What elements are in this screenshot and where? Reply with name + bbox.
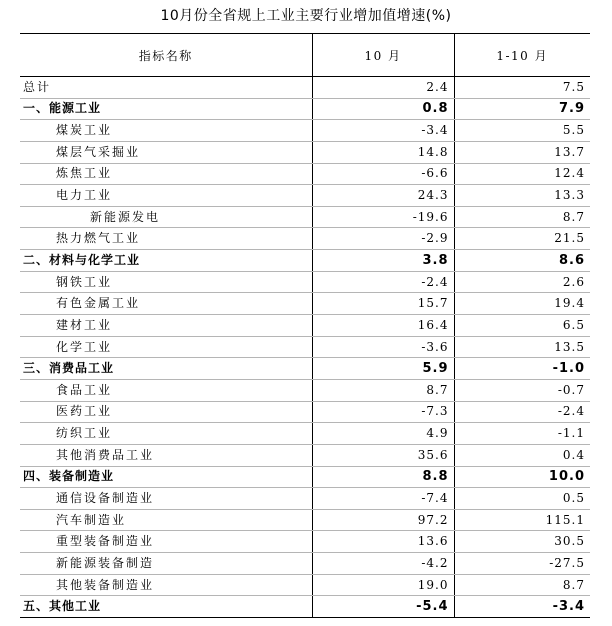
october-value-cell: 5.9 bbox=[312, 358, 454, 380]
indicator-name-cell: 总计 bbox=[20, 77, 312, 99]
indicator-name-cell: 纺织工业 bbox=[20, 423, 312, 445]
table-row bbox=[20, 444, 590, 466]
indicator-name-cell: 化学工业 bbox=[20, 336, 312, 358]
table-row bbox=[20, 185, 590, 207]
indicator-name-cell: 汽车制造业 bbox=[20, 509, 312, 531]
indicator-name-cell: 五、其他工业 bbox=[20, 596, 312, 618]
indicator-name-cell: 医药工业 bbox=[20, 401, 312, 423]
table-row bbox=[20, 488, 590, 510]
table-row bbox=[20, 271, 590, 293]
indicator-name-cell: 一、能源工业 bbox=[20, 98, 312, 120]
october-value-cell: 0.8 bbox=[312, 98, 454, 120]
jan-oct-value-cell: 12.4 bbox=[454, 163, 590, 185]
table-row bbox=[20, 228, 590, 250]
october-value-cell: 19.0 bbox=[312, 574, 454, 596]
table-row bbox=[20, 293, 590, 315]
jan-oct-value-cell: 6.5 bbox=[454, 315, 590, 337]
jan-oct-value-cell: -0.7 bbox=[454, 379, 590, 401]
october-value-cell: 24.3 bbox=[312, 185, 454, 207]
jan-oct-value-cell: 115.1 bbox=[454, 509, 590, 531]
jan-oct-value-cell: 0.5 bbox=[454, 488, 590, 510]
jan-oct-value-cell: 8.7 bbox=[454, 574, 590, 596]
table-row bbox=[20, 423, 590, 445]
october-value-cell: 4.9 bbox=[312, 423, 454, 445]
header-row bbox=[20, 34, 590, 77]
table-row bbox=[20, 531, 590, 553]
october-value-cell: -7.3 bbox=[312, 401, 454, 423]
jan-oct-value-cell: -2.4 bbox=[454, 401, 590, 423]
october-value-cell: 8.8 bbox=[312, 466, 454, 488]
october-value-cell: -3.6 bbox=[312, 336, 454, 358]
column-header-indicator: 指标名称 bbox=[20, 34, 312, 77]
indicator-name-cell: 煤层气采掘业 bbox=[20, 141, 312, 163]
jan-oct-value-cell: 7.9 bbox=[454, 98, 590, 120]
october-value-cell: 13.6 bbox=[312, 531, 454, 553]
table-row bbox=[20, 141, 590, 163]
indicator-name-cell: 热力燃气工业 bbox=[20, 228, 312, 250]
table-row bbox=[20, 596, 590, 618]
column-header-jan-oct: 1-10 月 bbox=[454, 34, 590, 77]
indicator-name-cell: 钢铁工业 bbox=[20, 271, 312, 293]
table-row bbox=[20, 466, 590, 488]
indicator-name-cell: 三、消费品工业 bbox=[20, 358, 312, 380]
jan-oct-value-cell: 8.6 bbox=[454, 250, 590, 272]
table-row bbox=[20, 336, 590, 358]
october-value-cell: -3.4 bbox=[312, 120, 454, 142]
indicator-name-cell: 二、材料与化学工业 bbox=[20, 250, 312, 272]
jan-oct-value-cell: 13.5 bbox=[454, 336, 590, 358]
table-row bbox=[20, 250, 590, 272]
october-value-cell: 14.8 bbox=[312, 141, 454, 163]
growth-table bbox=[20, 33, 590, 618]
october-value-cell: -2.9 bbox=[312, 228, 454, 250]
october-value-cell: 16.4 bbox=[312, 315, 454, 337]
october-value-cell: -5.4 bbox=[312, 596, 454, 618]
october-value-cell: -7.4 bbox=[312, 488, 454, 510]
indicator-name-cell: 炼焦工业 bbox=[20, 163, 312, 185]
jan-oct-value-cell: 5.5 bbox=[454, 120, 590, 142]
jan-oct-value-cell: 13.7 bbox=[454, 141, 590, 163]
october-value-cell: 2.4 bbox=[312, 77, 454, 99]
october-value-cell: -4.2 bbox=[312, 553, 454, 575]
indicator-name-cell: 其他消费品工业 bbox=[20, 444, 312, 466]
jan-oct-value-cell: 8.7 bbox=[454, 206, 590, 228]
table-row bbox=[20, 401, 590, 423]
october-value-cell: -19.6 bbox=[312, 206, 454, 228]
jan-oct-value-cell: 10.0 bbox=[454, 466, 590, 488]
jan-oct-value-cell: 30.5 bbox=[454, 531, 590, 553]
indicator-name-cell: 通信设备制造业 bbox=[20, 488, 312, 510]
indicator-name-cell: 其他装备制造业 bbox=[20, 574, 312, 596]
jan-oct-value-cell: -1.0 bbox=[454, 358, 590, 380]
table-row bbox=[20, 120, 590, 142]
table-row bbox=[20, 77, 590, 99]
jan-oct-value-cell: 0.4 bbox=[454, 444, 590, 466]
jan-oct-value-cell: -27.5 bbox=[454, 553, 590, 575]
october-value-cell: -2.4 bbox=[312, 271, 454, 293]
table-row bbox=[20, 574, 590, 596]
column-header-october: 10 月 bbox=[312, 34, 454, 77]
table-row bbox=[20, 358, 590, 380]
table-row bbox=[20, 553, 590, 575]
jan-oct-value-cell: -3.4 bbox=[454, 596, 590, 618]
indicator-name-cell: 建材工业 bbox=[20, 315, 312, 337]
indicator-name-cell: 电力工业 bbox=[20, 185, 312, 207]
indicator-name-cell: 有色金属工业 bbox=[20, 293, 312, 315]
table-body bbox=[20, 77, 590, 618]
table-row bbox=[20, 379, 590, 401]
jan-oct-value-cell: 2.6 bbox=[454, 271, 590, 293]
table-row bbox=[20, 206, 590, 228]
jan-oct-value-cell: -1.1 bbox=[454, 423, 590, 445]
jan-oct-value-cell: 7.5 bbox=[454, 77, 590, 99]
jan-oct-value-cell: 19.4 bbox=[454, 293, 590, 315]
october-value-cell: 15.7 bbox=[312, 293, 454, 315]
october-value-cell: 35.6 bbox=[312, 444, 454, 466]
indicator-name-cell: 重型装备制造业 bbox=[20, 531, 312, 553]
jan-oct-value-cell: 21.5 bbox=[454, 228, 590, 250]
table-row bbox=[20, 315, 590, 337]
october-value-cell: 8.7 bbox=[312, 379, 454, 401]
indicator-name-cell: 食品工业 bbox=[20, 379, 312, 401]
jan-oct-value-cell: 13.3 bbox=[454, 185, 590, 207]
table-row bbox=[20, 98, 590, 120]
indicator-name-cell: 四、装备制造业 bbox=[20, 466, 312, 488]
table-row bbox=[20, 163, 590, 185]
table-row bbox=[20, 509, 590, 531]
indicator-name-cell: 新能源发电 bbox=[20, 206, 312, 228]
october-value-cell: 97.2 bbox=[312, 509, 454, 531]
table-title: 10月份全省规上工业主要行业增加值增速(%) bbox=[160, 8, 452, 24]
indicator-name-cell: 新能源装备制造 bbox=[20, 553, 312, 575]
october-value-cell: -6.6 bbox=[312, 163, 454, 185]
indicator-name-cell: 煤炭工业 bbox=[20, 120, 312, 142]
october-value-cell: 3.8 bbox=[312, 250, 454, 272]
